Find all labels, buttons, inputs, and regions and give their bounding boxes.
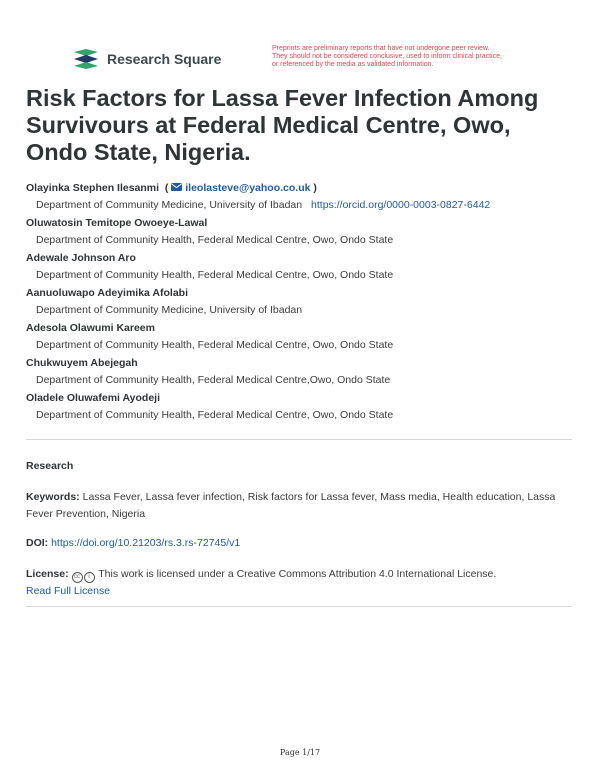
keywords-label: Keywords:	[26, 491, 80, 503]
license-label: License:	[26, 568, 69, 580]
author-affiliation: Department of Community Health, Federal Medical Centre, Owo, Ondo State	[36, 269, 394, 281]
author-affiliation: Department of Community Health, Federal Medical Centre,Owo, Ondo State	[36, 374, 391, 386]
logo-wordmark	[107, 51, 221, 67]
read-full-license-link[interactable]: Read Full License	[26, 585, 111, 597]
author-name: Aanuoluwapo Adeyimika Afolabi	[26, 287, 188, 299]
divider	[26, 439, 572, 440]
article-type: Research	[26, 460, 74, 472]
license-text: This work is licensed under a Creative Commons Attribution 4.0 International License.	[98, 568, 497, 580]
page-number: Page 1/17	[279, 748, 321, 757]
affiliation-text: Department of Community Medicine, University of Ibadan	[36, 199, 303, 211]
author-email-link[interactable]: ileolasteve@yahoo.co.uk	[185, 182, 311, 194]
open-paren: (	[164, 182, 169, 194]
author-affiliation: Department of Community Medicine, University of Ibadan	[36, 304, 303, 316]
divider	[26, 606, 572, 607]
author-name	[26, 181, 586, 196]
keywords-text: Lassa Fever, Lassa fever infection, Risk factors for Lassa fever, Mass media, Health education, Lassa Fever Prevention, Nigeria	[26, 491, 556, 520]
envelope-icon	[171, 183, 182, 191]
author-name-text: Olayinka Stephen Ilesanmi	[26, 182, 160, 194]
keywords-block	[26, 489, 578, 523]
author-name: Adesola Olawumi Kareem	[26, 322, 155, 334]
research-square-logo[interactable]	[73, 48, 221, 70]
orcid-link[interactable]: https://orcid.org/0000-0003-0827-6442	[311, 199, 491, 211]
preprint-disclaimer	[272, 45, 542, 69]
author-affiliation: Department of Community Health, Federal Medical Centre, Owo, Ondo State	[36, 409, 394, 421]
paper-title: Risk Factors for Lassa Fever Infection Among Survivours at Federal Medical Centre, Owo, Ondo State, Nigeria.	[26, 85, 539, 165]
attribution-icon: i	[84, 572, 95, 583]
doi-block	[26, 537, 240, 549]
author-affiliation	[26, 196, 586, 216]
logo-text-research: Research	[107, 51, 171, 67]
creative-commons-icon: cc	[72, 572, 83, 583]
research-square-logo-icon	[73, 48, 99, 70]
author-affiliation: Department of Community Health, Federal Medical Centre, Owo, Ondo State	[36, 339, 394, 351]
author-name: Adewale Johnson Aro	[26, 252, 136, 264]
author-affiliation: Department of Community Health, Federal Medical Centre, Owo, Ondo State	[36, 234, 394, 246]
author-name: Chukwuyem Abejegah	[26, 357, 138, 369]
author-name: Oladele Oluwafemi Ayodeji	[26, 392, 161, 404]
disclaimer-line: or referenced by the media as validated information.	[272, 61, 434, 68]
author-email-wrap	[162, 182, 317, 194]
license-block	[26, 566, 578, 600]
disclaimer-line: Preprints are preliminary reports that have not undergone peer review.	[272, 45, 490, 52]
doi-label: DOI:	[26, 537, 49, 549]
doi-link[interactable]: https://doi.org/10.21203/rs.3.rs-72745/v1	[51, 537, 241, 549]
logo-text-square: Square	[173, 51, 222, 67]
author-name: Oluwatosin Temitope Owoeye-Lawal	[26, 217, 208, 229]
close-paren: )	[313, 182, 317, 194]
author-list	[26, 181, 586, 426]
disclaimer-line: They should not be considered conclusive, used to inform clinical practice,	[272, 53, 502, 60]
